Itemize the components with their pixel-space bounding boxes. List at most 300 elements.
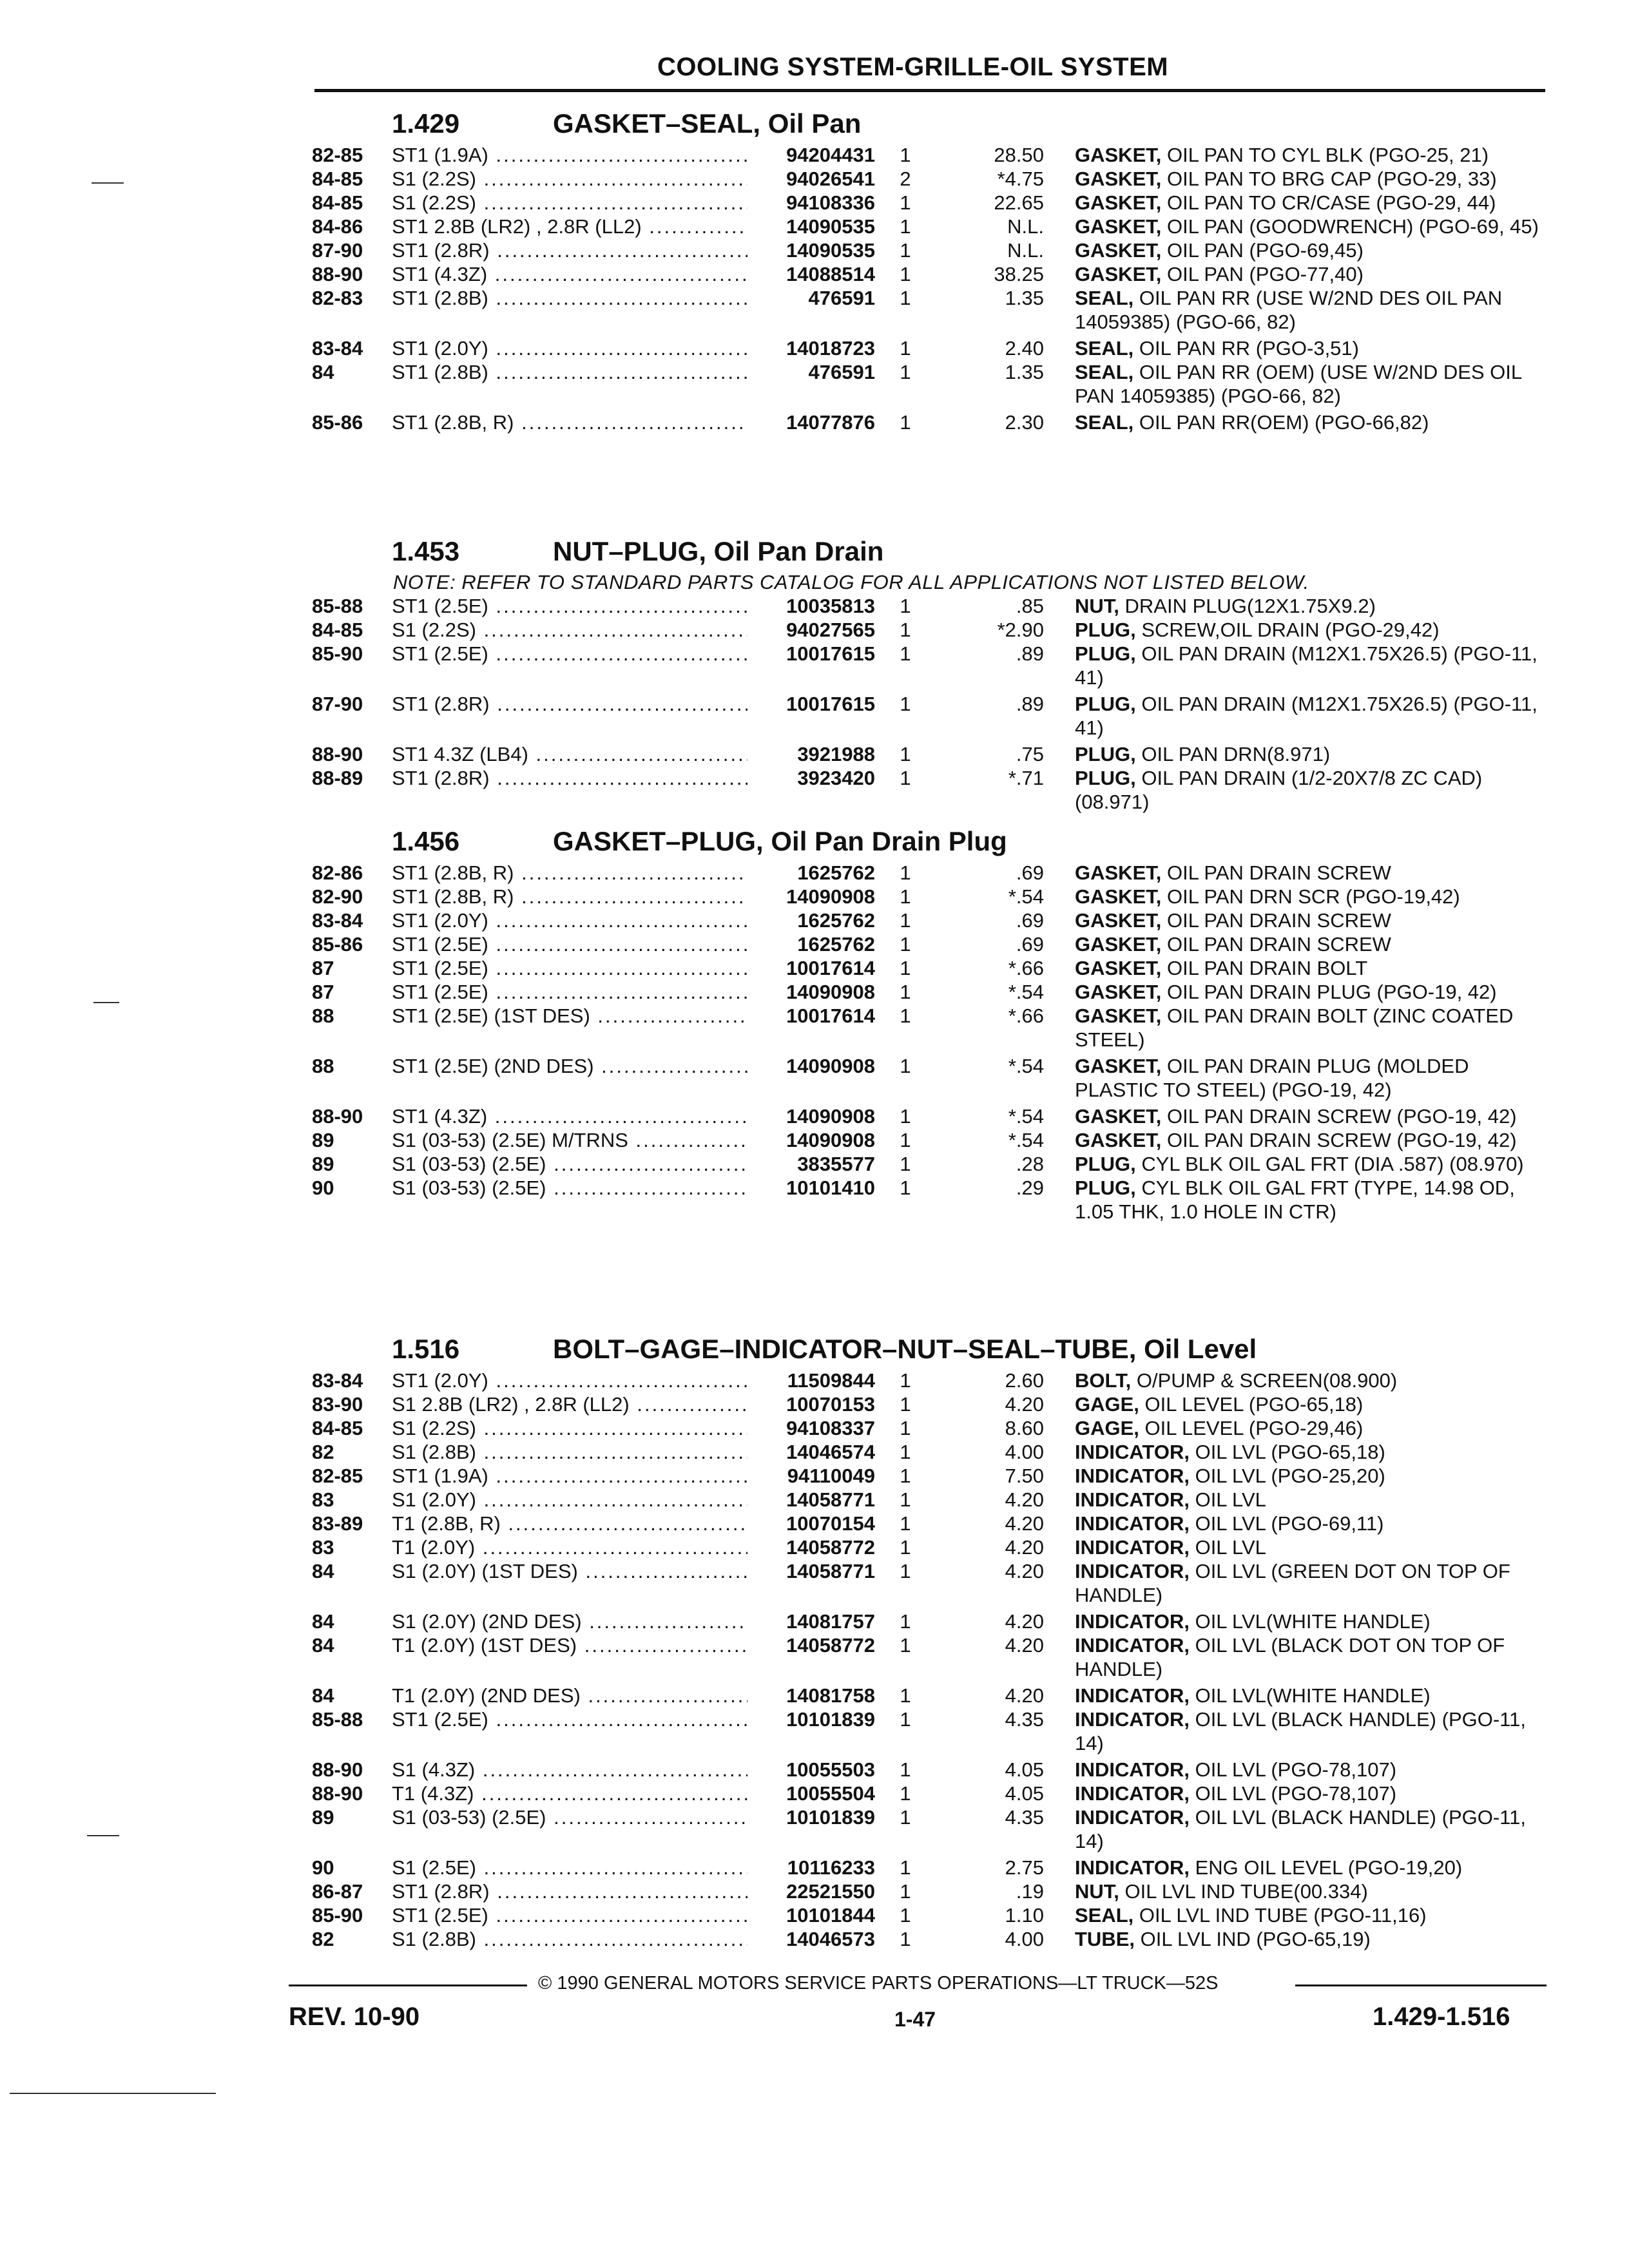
price: 4.35	[1005, 1806, 1044, 1829]
application: S1 (4.3Z) .....	[392, 1758, 753, 1782]
part-number: 1625762	[747, 861, 875, 885]
part-number: 14090908	[747, 980, 875, 1004]
part-number: 22521550	[747, 1879, 875, 1903]
description: INDICATOR, OIL LVL (PGO-69,11)	[1075, 1512, 1384, 1535]
part-name: GAGE,	[1075, 1417, 1139, 1439]
part-name: INDICATOR,	[1075, 1782, 1190, 1805]
description: SEAL, OIL PAN RR(OEM) (PGO-66,82)	[1075, 411, 1429, 434]
quantity: 1	[900, 1055, 911, 1077]
price: *.66	[1008, 957, 1044, 979]
model-years: 83-84	[312, 909, 363, 932]
application: ST1 (2.8R) .....	[392, 692, 753, 716]
application: ST1 (2.5E) .....	[392, 594, 753, 618]
section-title: GASKET–SEAL, Oil Pan	[553, 108, 862, 139]
quantity: 1	[900, 1129, 911, 1151]
part-number: 14090908	[747, 1128, 875, 1152]
model-years: 88	[312, 1055, 334, 1077]
price: .69	[1016, 861, 1044, 884]
part-name: GASKET,	[1075, 191, 1162, 214]
part-name: GASKET,	[1075, 957, 1162, 979]
description: GASKET, OIL PAN DRN SCR (PGO-19,42)	[1075, 885, 1460, 908]
description: INDICATOR, OIL LVL (BLACK DOT ON TOP OF HANDLE)	[1075, 1634, 1505, 1680]
part-number: 10070154	[747, 1512, 875, 1535]
quantity: 2	[900, 168, 911, 190]
price: 1.10	[1005, 1904, 1044, 1927]
price: 4.05	[1005, 1758, 1044, 1781]
part-name: PLUG,	[1075, 743, 1136, 765]
quantity: 1	[900, 957, 911, 979]
part-number: 10035813	[747, 594, 875, 618]
description: GASKET, OIL PAN (PGO-77,40)	[1075, 263, 1364, 285]
quantity: 1	[900, 361, 911, 383]
part-number: 94108336	[747, 191, 875, 215]
part-name: SEAL,	[1075, 1904, 1134, 1927]
quantity: 1	[900, 619, 911, 641]
part-number: 14046573	[747, 1927, 875, 1951]
price: 2.30	[1005, 411, 1044, 434]
price: 4.00	[1005, 1441, 1044, 1463]
description: TUBE, OIL LVL IND (PGO-65,19)	[1075, 1928, 1371, 1950]
model-years: 83-84	[312, 1369, 363, 1392]
model-years: 89	[312, 1129, 334, 1151]
quantity: 1	[900, 1634, 911, 1657]
price: .69	[1016, 933, 1044, 956]
part-number: 14090908	[747, 1104, 875, 1128]
application: T1 (4.3Z) .....	[392, 1782, 753, 1805]
application: ST1 (2.0Y) .....	[392, 336, 753, 360]
application: ST1 (2.5E) (1ST DES) .....	[392, 1004, 753, 1028]
part-number: 14090535	[747, 215, 875, 238]
part-name: INDICATOR,	[1075, 1684, 1190, 1707]
application: ST1 (4.3Z) .....	[392, 1104, 753, 1128]
part-number: 14090908	[747, 885, 875, 908]
model-years: 83-90	[312, 1393, 363, 1416]
quantity: 1	[900, 215, 911, 238]
part-name: PLUG,	[1075, 767, 1136, 789]
price: 4.20	[1005, 1684, 1044, 1707]
price: 1.35	[1005, 287, 1044, 309]
part-name: PLUG,	[1075, 1177, 1136, 1199]
description: SEAL, OIL LVL IND TUBE (PGO-11,16)	[1075, 1904, 1427, 1927]
model-years: 82	[312, 1441, 334, 1463]
part-number: 14090908	[747, 1054, 875, 1078]
part-number: 10101410	[747, 1176, 875, 1200]
part-name: GASKET,	[1075, 861, 1162, 884]
model-years: 88-90	[312, 1782, 363, 1805]
section-number: 1.456	[392, 826, 460, 856]
application: S1 (2.0Y) (1ST DES) .....	[392, 1559, 753, 1583]
description: PLUG, OIL PAN DRAIN (M12X1.75X26.5) (PGO-11, 41)	[1075, 693, 1537, 739]
margin-mark	[87, 1835, 119, 1836]
quantity: 1	[900, 1560, 911, 1582]
quantity: 1	[900, 885, 911, 908]
part-name: INDICATOR,	[1075, 1634, 1190, 1657]
model-years: 88-90	[312, 263, 363, 285]
part-number: 10055503	[747, 1758, 875, 1782]
section-title: NUT–PLUG, Oil Pan Drain	[553, 536, 884, 566]
part-name: INDICATOR,	[1075, 1856, 1190, 1879]
part-name: INDICATOR,	[1075, 1465, 1190, 1487]
description: GASKET, OIL PAN TO BRG CAP (PGO-29, 33)	[1075, 168, 1497, 190]
part-name: PLUG,	[1075, 642, 1136, 665]
model-years: 82-86	[312, 861, 363, 884]
price: .29	[1016, 1177, 1044, 1199]
quantity: 1	[900, 1684, 911, 1707]
description: SEAL, OIL PAN RR (OEM) (USE W/2ND DES OIL PAN 14059385) (PGO-66, 82)	[1075, 361, 1521, 407]
application: ST1 (2.8B, R) .....	[392, 410, 753, 434]
quantity: 1	[900, 1856, 911, 1879]
price: .89	[1016, 642, 1044, 665]
quantity: 1	[900, 239, 911, 262]
quantity: 1	[900, 1512, 911, 1535]
quantity: 1	[900, 1465, 911, 1487]
part-number: 14090535	[747, 238, 875, 262]
part-number: 10017615	[747, 692, 875, 716]
model-years: 84-86	[312, 215, 363, 238]
footer-section-range: 1.429-1.516	[1373, 2003, 1510, 2031]
description: NUT, DRAIN PLUG(12X1.75X9.2)	[1075, 595, 1376, 617]
part-number: 10116233	[747, 1856, 875, 1879]
application: ST1 4.3Z (LB4) .....	[392, 742, 753, 766]
price: 8.60	[1005, 1417, 1044, 1439]
price: 38.25	[994, 263, 1044, 285]
part-number: 94026541	[747, 167, 875, 191]
part-name: INDICATOR,	[1075, 1610, 1190, 1633]
price: 4.05	[1005, 1782, 1044, 1805]
part-name: INDICATOR,	[1075, 1560, 1190, 1582]
description: INDICATOR, OIL LVL (BLACK HANDLE) (PGO-11, 14)	[1075, 1708, 1526, 1754]
price: *.66	[1008, 1004, 1044, 1027]
part-number: 476591	[747, 286, 875, 310]
part-number: 94204431	[747, 143, 875, 167]
model-years: 84	[312, 361, 334, 383]
quantity: 1	[900, 861, 911, 884]
model-years: 88-89	[312, 767, 363, 789]
application: ST1 (2.8R) .....	[392, 766, 753, 790]
part-name: INDICATOR,	[1075, 1758, 1190, 1781]
price: 4.20	[1005, 1610, 1044, 1633]
application: S1 (2.8B) .....	[392, 1440, 753, 1464]
header-rule	[314, 89, 1545, 92]
price: 4.20	[1005, 1512, 1044, 1535]
model-years: 84-85	[312, 168, 363, 190]
description: GASKET, OIL PAN (PGO-69,45)	[1075, 239, 1364, 262]
application: S1 (2.5E) .....	[392, 1856, 753, 1879]
description: INDICATOR, ENG OIL LEVEL (PGO-19,20)	[1075, 1856, 1463, 1879]
model-years: 85-88	[312, 1708, 363, 1731]
application: ST1 (2.5E) .....	[392, 642, 753, 666]
application: ST1 (2.8B) .....	[392, 286, 753, 310]
application: ST1 (2.8B, R) .....	[392, 861, 753, 885]
part-number: 1625762	[747, 908, 875, 932]
margin-mark	[92, 182, 124, 184]
application: ST1 (4.3Z) .....	[392, 262, 753, 286]
part-number: 10101839	[747, 1707, 875, 1731]
model-years: 88-90	[312, 1758, 363, 1781]
part-name: INDICATOR,	[1075, 1536, 1190, 1559]
model-years: 89	[312, 1153, 334, 1175]
model-years: 87-90	[312, 239, 363, 262]
application: ST1 (2.8B) .....	[392, 360, 753, 384]
model-years: 82-83	[312, 287, 363, 309]
description: GASKET, OIL PAN DRAIN BOLT (ZINC COATED STEEL)	[1075, 1004, 1514, 1051]
quantity: 1	[900, 767, 911, 789]
application: ST1 (2.8R) .....	[392, 238, 753, 262]
price: .28	[1016, 1153, 1044, 1175]
section-title: GASKET–PLUG, Oil Pan Drain Plug	[553, 826, 1007, 856]
quantity: 1	[900, 1153, 911, 1175]
description: GASKET, OIL PAN TO CR/CASE (PGO-29, 44)	[1075, 191, 1496, 214]
description: GASKET, OIL PAN TO CYL BLK (PGO-25, 21)	[1075, 144, 1489, 166]
model-years: 82-90	[312, 885, 363, 908]
price: 2.40	[1005, 337, 1044, 360]
description: GASKET, OIL PAN (GOODWRENCH) (PGO-69, 45)	[1075, 215, 1539, 238]
description: INDICATOR, OIL LVL	[1075, 1536, 1266, 1559]
part-name: SEAL,	[1075, 411, 1134, 434]
quantity: 1	[900, 1610, 911, 1633]
price: *.54	[1008, 981, 1044, 1003]
model-years: 82-85	[312, 1465, 363, 1487]
application: S1 (03-53) (2.5E) .....	[392, 1805, 753, 1829]
footer-copyright: © 1990 GENERAL MOTORS SERVICE PARTS OPERATIONS—LT TRUCK—52S	[538, 1973, 1219, 1994]
quantity: 1	[900, 1393, 911, 1416]
quantity: 1	[900, 1369, 911, 1392]
price: 4.20	[1005, 1393, 1044, 1416]
model-years: 84	[312, 1634, 334, 1657]
part-number: 10070153	[747, 1392, 875, 1416]
part-number: 14018723	[747, 336, 875, 360]
part-name: GASKET,	[1075, 981, 1162, 1003]
part-number: 94027565	[747, 618, 875, 642]
margin-mark	[10, 2093, 216, 2094]
description: GASKET, OIL PAN DRAIN SCREW	[1075, 861, 1391, 884]
section-title: BOLT–GAGE–INDICATOR–NUT–SEAL–TUBE, Oil Level	[553, 1334, 1257, 1364]
page-title: COOLING SYSTEM-GRILLE-OIL SYSTEM	[657, 53, 1169, 81]
quantity: 1	[900, 1488, 911, 1511]
price: N.L.	[1007, 239, 1044, 262]
footer-revision: REV. 10-90	[289, 2003, 420, 2031]
application: ST1 (2.5E) .....	[392, 956, 753, 980]
model-years: 82	[312, 1928, 334, 1950]
application: S1 (2.2S) .....	[392, 191, 753, 215]
application: ST1 (2.5E) .....	[392, 980, 753, 1004]
price: 2.75	[1005, 1856, 1044, 1879]
margin-mark	[93, 1002, 119, 1003]
model-years: 90	[312, 1856, 334, 1879]
model-years: 89	[312, 1806, 334, 1829]
application: T1 (2.0Y) (2ND DES) .....	[392, 1684, 753, 1707]
model-years: 83-84	[312, 337, 363, 360]
application: ST1 (2.5E) .....	[392, 1707, 753, 1731]
part-name: INDICATOR,	[1075, 1441, 1190, 1463]
quantity: 1	[900, 933, 911, 956]
part-number: 14058772	[747, 1633, 875, 1657]
price: *4.75	[997, 168, 1044, 190]
quantity: 1	[900, 287, 911, 309]
quantity: 1	[900, 263, 911, 285]
part-number: 94108337	[747, 1416, 875, 1440]
description: GASKET, OIL PAN DRAIN SCREW	[1075, 933, 1391, 956]
model-years: 88-90	[312, 1105, 363, 1128]
description: GAGE, OIL LEVEL (PGO-29,46)	[1075, 1417, 1364, 1439]
part-name: GASKET,	[1075, 1105, 1162, 1128]
application: T1 (2.8B, R) .....	[392, 1512, 753, 1535]
application: S1 (2.2S) .....	[392, 1416, 753, 1440]
price: *.54	[1008, 1105, 1044, 1128]
quantity: 1	[900, 693, 911, 715]
description: INDICATOR, OIL LVL (PGO-65,18)	[1075, 1441, 1385, 1463]
part-number: 14046574	[747, 1440, 875, 1464]
part-number: 476591	[747, 360, 875, 384]
description: GASKET, OIL PAN DRAIN BOLT	[1075, 957, 1368, 979]
part-name: SEAL,	[1075, 287, 1134, 309]
part-name: SEAL,	[1075, 337, 1134, 360]
price: .69	[1016, 909, 1044, 932]
description: SEAL, OIL PAN RR (USE W/2ND DES OIL PAN 14059385) (PGO-66, 82)	[1075, 287, 1503, 333]
model-years: 83	[312, 1488, 334, 1511]
description: PLUG, OIL PAN DRAIN (1/2-20X7/8 ZC CAD) (08.971)	[1075, 767, 1483, 813]
part-name: GASKET,	[1075, 168, 1162, 190]
quantity: 1	[900, 144, 911, 166]
application: ST1 (2.8R) .....	[392, 1879, 753, 1903]
price: *.71	[1008, 767, 1044, 789]
price: 7.50	[1005, 1465, 1044, 1487]
description: GASKET, OIL PAN DRAIN PLUG (MOLDED PLASTIC TO STEEL) (PGO-19, 42)	[1075, 1055, 1469, 1101]
part-name: NUT,	[1075, 1880, 1119, 1903]
part-name: NUT,	[1075, 595, 1119, 617]
part-number: 11509844	[747, 1369, 875, 1392]
section-note: NOTE: REFER TO STANDARD PARTS CATALOG FOR ALL APPLICATIONS NOT LISTED BELOW.	[393, 571, 1309, 593]
part-number: 10017614	[747, 1004, 875, 1028]
quantity: 1	[900, 1417, 911, 1439]
description: SEAL, OIL PAN RR (PGO-3,51)	[1075, 337, 1359, 360]
part-name: GASKET,	[1075, 239, 1162, 262]
footer-rule-right	[1295, 1984, 1547, 1986]
price: 4.20	[1005, 1488, 1044, 1511]
part-number: 1625762	[747, 932, 875, 956]
part-name: INDICATOR,	[1075, 1488, 1190, 1511]
model-years: 85-86	[312, 411, 363, 434]
part-number: 3835577	[747, 1152, 875, 1176]
application: S1 2.8B (LR2) , 2.8R (LL2) .....	[392, 1392, 753, 1416]
price: *.54	[1008, 1055, 1044, 1077]
description: GASKET, OIL PAN DRAIN PLUG (PGO-19, 42)	[1075, 981, 1497, 1003]
part-number: 14058772	[747, 1535, 875, 1559]
application: ST1 (2.5E) .....	[392, 932, 753, 956]
price: 2.60	[1005, 1369, 1044, 1392]
description: INDICATOR, OIL LVL	[1075, 1488, 1266, 1511]
model-years: 88	[312, 1004, 334, 1027]
description: PLUG, CYL BLK OIL GAL FRT (TYPE, 14.98 OD, 1.05 THK, 1.0 HOLE IN CTR)	[1075, 1177, 1515, 1223]
quantity: 1	[900, 595, 911, 617]
part-number: 3921988	[747, 742, 875, 766]
price: 4.35	[1005, 1708, 1044, 1731]
part-number: 14058771	[747, 1559, 875, 1583]
part-name: SEAL,	[1075, 361, 1134, 383]
quantity: 1	[900, 1782, 911, 1805]
description: BOLT, O/PUMP & SCREEN(08.900)	[1075, 1369, 1398, 1392]
model-years: 88-90	[312, 743, 363, 765]
application: T1 (2.0Y) .....	[392, 1535, 753, 1559]
part-number: 10101844	[747, 1903, 875, 1927]
quantity: 1	[900, 1177, 911, 1199]
description: PLUG, OIL PAN DRN(8.971)	[1075, 743, 1331, 765]
description: INDICATOR, OIL LVL(WHITE HANDLE)	[1075, 1610, 1431, 1633]
model-years: 85-88	[312, 595, 363, 617]
description: PLUG, SCREW,OIL DRAIN (PGO-29,42)	[1075, 619, 1440, 641]
description: INDICATOR, OIL LVL (BLACK HANDLE) (PGO-11, 14)	[1075, 1806, 1526, 1852]
model-years: 83-89	[312, 1512, 363, 1535]
part-name: GASKET,	[1075, 933, 1162, 956]
application: S1 (03-53) (2.5E) M/TRNS .....	[392, 1128, 753, 1152]
model-years: 84	[312, 1684, 334, 1707]
model-years: 85-90	[312, 642, 363, 665]
application: ST1 2.8B (LR2) , 2.8R (LL2) .....	[392, 215, 753, 238]
application: ST1 (2.0Y) .....	[392, 1369, 753, 1392]
part-name: PLUG,	[1075, 619, 1136, 641]
description: GASKET, OIL PAN DRAIN SCREW (PGO-19, 42)	[1075, 1105, 1517, 1128]
part-number: 10055504	[747, 1782, 875, 1805]
application: S1 (2.8B) .....	[392, 1927, 753, 1951]
quantity: 1	[900, 909, 911, 932]
price: *2.90	[997, 619, 1044, 641]
model-years: 84-85	[312, 619, 363, 641]
description: PLUG, CYL BLK OIL GAL FRT (DIA .587) (08.970)	[1075, 1153, 1524, 1175]
quantity: 1	[900, 1928, 911, 1950]
application: S1 (2.0Y) (2ND DES) .....	[392, 1610, 753, 1633]
section-number: 1.453	[392, 536, 460, 566]
application: ST1 (2.5E) .....	[392, 1903, 753, 1927]
quantity: 1	[900, 1904, 911, 1927]
part-number: 14081757	[747, 1610, 875, 1633]
footer-page-number: 1-47	[894, 2008, 936, 2031]
application: S1 (2.2S) .....	[392, 167, 753, 191]
part-name: INDICATOR,	[1075, 1708, 1190, 1731]
application: S1 (2.2S) .....	[392, 618, 753, 642]
model-years: 85-90	[312, 1904, 363, 1927]
part-name: GASKET,	[1075, 215, 1162, 238]
model-years: 84-85	[312, 191, 363, 214]
part-name: INDICATOR,	[1075, 1512, 1190, 1535]
quantity: 1	[900, 642, 911, 665]
part-number: 10017615	[747, 642, 875, 666]
application: T1 (2.0Y) (1ST DES) .....	[392, 1633, 753, 1657]
part-number: 3923420	[747, 766, 875, 790]
model-years: 87	[312, 981, 334, 1003]
part-number: 14088514	[747, 262, 875, 286]
part-number: 10017614	[747, 956, 875, 980]
price: 4.20	[1005, 1634, 1044, 1657]
quantity: 1	[900, 1708, 911, 1731]
part-name: TUBE,	[1075, 1928, 1135, 1950]
quantity: 1	[900, 1004, 911, 1027]
description: GAGE, OIL LEVEL (PGO-65,18)	[1075, 1393, 1364, 1416]
description: INDICATOR, OIL LVL(WHITE HANDLE)	[1075, 1684, 1431, 1707]
price: 4.00	[1005, 1928, 1044, 1950]
price: 4.20	[1005, 1560, 1044, 1582]
price: *.54	[1008, 1129, 1044, 1151]
part-name: GASKET,	[1075, 144, 1162, 166]
description: INDICATOR, OIL LVL (GREEN DOT ON TOP OF HANDLE)	[1075, 1560, 1510, 1606]
part-number: 94110049	[747, 1464, 875, 1488]
model-years: 83	[312, 1536, 334, 1559]
price: .75	[1016, 743, 1044, 765]
model-years: 84-85	[312, 1417, 363, 1439]
model-years: 86-87	[312, 1880, 363, 1903]
part-number: 14077876	[747, 410, 875, 434]
price: .19	[1016, 1880, 1044, 1903]
quantity: 1	[900, 1105, 911, 1128]
